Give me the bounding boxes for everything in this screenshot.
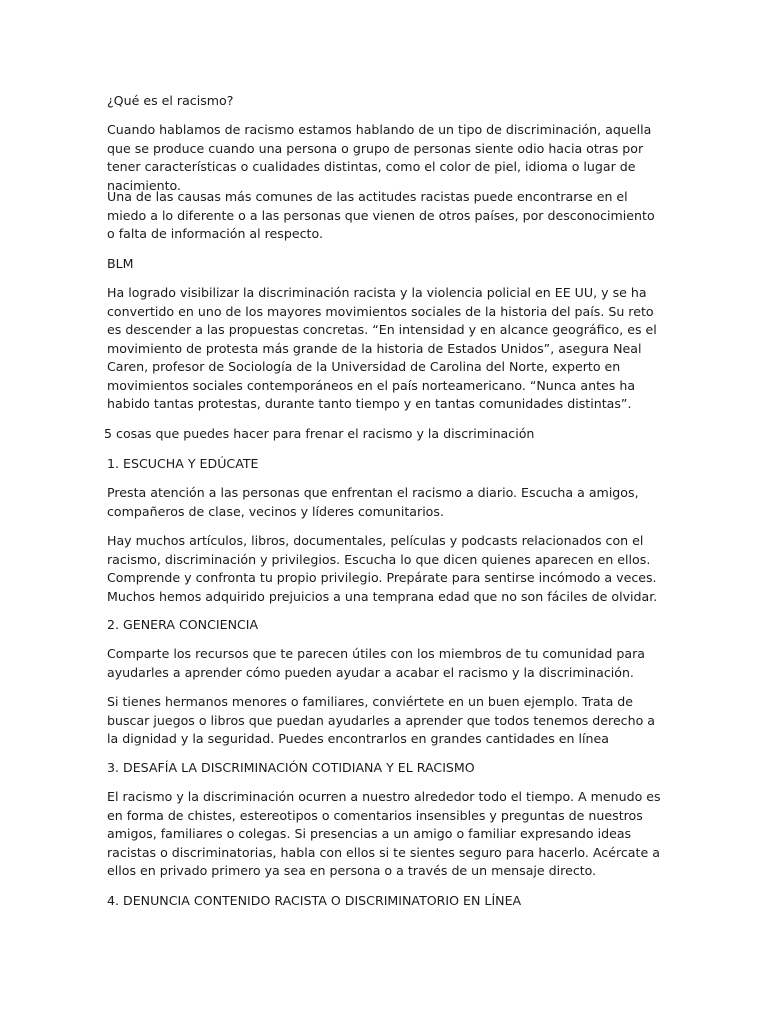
section-heading-1: 1. ESCUCHA Y EDÚCATE xyxy=(107,456,259,471)
paragraph-challenge: El racismo y la discriminación ocurren a nuestro alrededor todo el tiempo. A menudo es en forma de chistes, estereotipos o comentarios insensibles y preguntas de nuestros amigos, familiares o colegas. Si presencias a un amigo o familiar expresando ideas racistas o discriminatorias, habla con ellos si te sientes seguro para hacerlo. Acércate a ellos en privado primero ya sea en persona o a través de un mensaje directo. xyxy=(107,789,661,878)
paragraph-listen: Presta atención a las personas que enfrentan el racismo a diario. Escucha a amigos, compañeros de clase, vecinos y líderes comunitarios. xyxy=(107,485,639,519)
paragraph-share: Comparte los recursos que te parecen útiles con los miembros de tu comunidad para ayudarles a aprender cómo pueden ayudar a acabar el racismo y la discriminación. xyxy=(107,646,646,680)
list-intro-heading: 5 cosas que puedes hacer para frenar el racismo y la discriminación xyxy=(104,426,535,441)
blm-heading: BLM xyxy=(107,256,134,271)
paragraph-causes: Una de las causas más comunes de las actitudes racistas puede encontrarse en el miedo a lo diferente o a las personas que vienen de otros países, por desconocimiento o falta de información al respecto. xyxy=(107,189,655,241)
paragraph-blm: Ha logrado visibilizar la discriminación racista y la violencia policial en EE UU, y se ha convertido en uno de los mayores movimientos sociales de la historia del país. Su reto es descender a las propuestas concretas. “En intensidad y en alcance geográfico, es el movimiento de protesta más grande de la historia de Estados Unidos”, asegura Neal Caren, profesor de Sociología de la Universidad de Carolina del Norte, experto en movimientos sociales contemporáneos en el país norteamericano. “Nunca antes ha habido tantas protestas, durante tanto tiempo y en tantas comunidades distintas”. xyxy=(107,285,657,411)
section-heading-4: 4. DENUNCIA CONTENIDO RACISTA O DISCRIMINATORIO EN LÍNEA xyxy=(107,893,522,908)
question-heading: ¿Qué es el racismo? xyxy=(107,93,234,108)
paragraph-definition: Cuando hablamos de racismo estamos hablando de un tipo de discriminación, aquella que se produce cuando una persona o grupo de personas siente odio hacia otras por tener características o cualidades distintas, como el color de piel, idioma o lugar de nacimiento. xyxy=(107,122,652,193)
section-heading-2: 2. GENERA CONCIENCIA xyxy=(107,617,259,632)
section-heading-3: 3. DESAFÍA LA DISCRIMINACIÓN COTIDIANA Y EL RACISMO xyxy=(107,760,475,775)
paragraph-example: Si tienes hermanos menores o familiares, conviértete en un buen ejemplo. Trata de buscar juegos o libros que puedan ayudarles a aprender que todos tenemos derecho a la dignidad y la seguridad. Puedes encontrarlos en grandes cantidades en línea xyxy=(107,694,656,746)
paragraph-resources: Hay muchos artículos, libros, documentales, películas y podcasts relacionados con el racismo, discriminación y privilegios. Escucha lo que dicen quienes aparecen en ellos. Comprende y confronta tu propio privilegio. Prepárate para sentirse incómodo a veces. Muchos hemos adquirido prejuicios a una temprana edad que no son fáciles de olvidar. xyxy=(107,533,658,604)
